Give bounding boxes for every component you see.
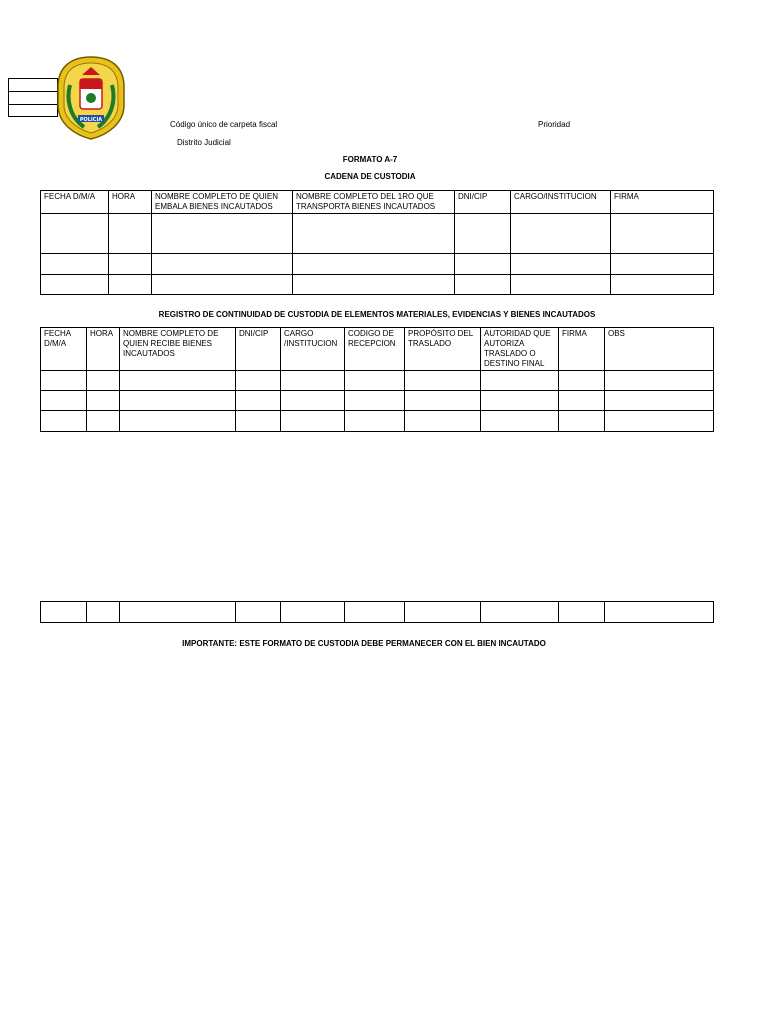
cell[interactable] xyxy=(41,602,87,623)
cell[interactable] xyxy=(41,275,109,295)
extra-row-table xyxy=(40,601,714,623)
cell[interactable] xyxy=(611,214,714,254)
cell[interactable] xyxy=(120,602,236,623)
header-cargo: CARGO /INSTITUCION xyxy=(281,328,345,371)
header-fecha: FECHA D/M/A xyxy=(41,191,109,214)
registro-continuidad-table xyxy=(40,327,714,432)
cell[interactable] xyxy=(41,214,109,254)
cell[interactable] xyxy=(293,254,455,275)
cell[interactable] xyxy=(281,602,345,623)
cell[interactable] xyxy=(481,411,559,432)
header-box xyxy=(8,104,58,117)
header-obs: OBS xyxy=(605,328,714,371)
codigo-carpeta-label: Código único de carpeta fiscal xyxy=(170,120,278,129)
cell[interactable] xyxy=(41,411,87,432)
cell[interactable] xyxy=(87,411,120,432)
cell[interactable] xyxy=(236,602,281,623)
cell[interactable] xyxy=(605,391,714,411)
cell[interactable] xyxy=(455,254,511,275)
distrito-judicial-label: Distrito Judicial xyxy=(177,138,231,147)
header-box xyxy=(8,78,58,91)
seal-text: POLICIA xyxy=(79,117,103,123)
cell[interactable] xyxy=(87,602,120,623)
cell[interactable] xyxy=(455,214,511,254)
formato-title: FORMATO A-7 xyxy=(342,155,398,164)
cell[interactable] xyxy=(109,275,152,295)
cell[interactable] xyxy=(405,411,481,432)
police-seal-icon xyxy=(56,55,126,141)
header-box xyxy=(8,91,58,104)
cell[interactable] xyxy=(109,254,152,275)
cell[interactable] xyxy=(236,371,281,391)
cell[interactable] xyxy=(559,371,605,391)
table-row xyxy=(41,391,714,411)
cell[interactable] xyxy=(511,275,611,295)
header-dni: DNI/CIP xyxy=(455,191,511,214)
cell[interactable] xyxy=(611,275,714,295)
header-firma: FIRMA xyxy=(559,328,605,371)
cell[interactable] xyxy=(345,391,405,411)
cell[interactable] xyxy=(152,275,293,295)
table-header-row xyxy=(41,328,714,371)
table-row xyxy=(41,214,714,254)
cell[interactable] xyxy=(481,371,559,391)
cell[interactable] xyxy=(481,391,559,411)
header-hora: HORA xyxy=(109,191,152,214)
header-recibe: NOMBRE COMPLETO DE QUIEN RECIBE BIENES INCAUTADOS xyxy=(120,328,236,371)
cell[interactable] xyxy=(120,391,236,411)
cell[interactable] xyxy=(281,411,345,432)
header-boxes xyxy=(8,78,58,117)
cell[interactable] xyxy=(152,254,293,275)
cell[interactable] xyxy=(511,254,611,275)
cell[interactable] xyxy=(405,602,481,623)
header-codigo: CODIGO DE RECEPCION xyxy=(345,328,405,371)
cadena-title: CADENA DE CUSTODIA xyxy=(324,172,416,181)
cell[interactable] xyxy=(605,411,714,432)
table-row xyxy=(41,254,714,275)
cell[interactable] xyxy=(405,391,481,411)
table-header-row xyxy=(41,191,714,214)
cell[interactable] xyxy=(559,391,605,411)
cell[interactable] xyxy=(345,371,405,391)
cell[interactable] xyxy=(41,371,87,391)
cell[interactable] xyxy=(281,371,345,391)
header-dni: DNI/CIP xyxy=(236,328,281,371)
header-embala: NOMBRE COMPLETO DE QUIEN EMBALA BIENES INCAUTADOS xyxy=(152,191,293,214)
cell[interactable] xyxy=(611,254,714,275)
cell[interactable] xyxy=(345,411,405,432)
header-firma: FIRMA xyxy=(611,191,714,214)
cell[interactable] xyxy=(293,214,455,254)
cell[interactable] xyxy=(120,371,236,391)
cell[interactable] xyxy=(41,391,87,411)
header-cargo: CARGO/INSTITUCION xyxy=(511,191,611,214)
registro-title: REGISTRO DE CONTINUIDAD DE CUSTODIA DE ELEMENTOS MATERIALES, EVIDENCIAS Y BIENES INCAUTADOS xyxy=(158,310,596,319)
prioridad-label: Prioridad xyxy=(538,120,571,129)
cell[interactable] xyxy=(120,411,236,432)
cell[interactable] xyxy=(511,214,611,254)
cell[interactable] xyxy=(405,371,481,391)
cell[interactable] xyxy=(293,275,455,295)
cell[interactable] xyxy=(41,254,109,275)
cell[interactable] xyxy=(345,602,405,623)
cell[interactable] xyxy=(605,371,714,391)
importante-note: IMPORTANTE: ESTE FORMATO DE CUSTODIA DEBE PERMANECER CON EL BIEN INCAUTADO xyxy=(182,639,546,648)
cadena-custodia-table xyxy=(40,190,714,295)
table-row xyxy=(41,602,714,623)
cell[interactable] xyxy=(236,391,281,411)
header-autoridad: AUTORIDAD QUE AUTORIZA TRASLADO O DESTINO FINAL xyxy=(481,328,559,371)
cell[interactable] xyxy=(559,411,605,432)
cell[interactable] xyxy=(481,602,559,623)
table-row xyxy=(41,371,714,391)
table-row xyxy=(41,411,714,432)
cell[interactable] xyxy=(455,275,511,295)
cell[interactable] xyxy=(87,391,120,411)
cell[interactable] xyxy=(281,391,345,411)
cell[interactable] xyxy=(605,602,714,623)
header-hora: HORA xyxy=(87,328,120,371)
cell[interactable] xyxy=(152,214,293,254)
header-fecha: FECHA D/M/A xyxy=(41,328,87,371)
table-row xyxy=(41,275,714,295)
cell[interactable] xyxy=(236,411,281,432)
header-proposito: PROPÓSITO DEL TRASLADO xyxy=(405,328,481,371)
header-transporta: NOMBRE COMPLETO DEL 1RO QUE TRANSPORTA BIENES INCAUTADOS xyxy=(293,191,455,214)
cell[interactable] xyxy=(559,602,605,623)
cell[interactable] xyxy=(87,371,120,391)
cell[interactable] xyxy=(109,214,152,254)
